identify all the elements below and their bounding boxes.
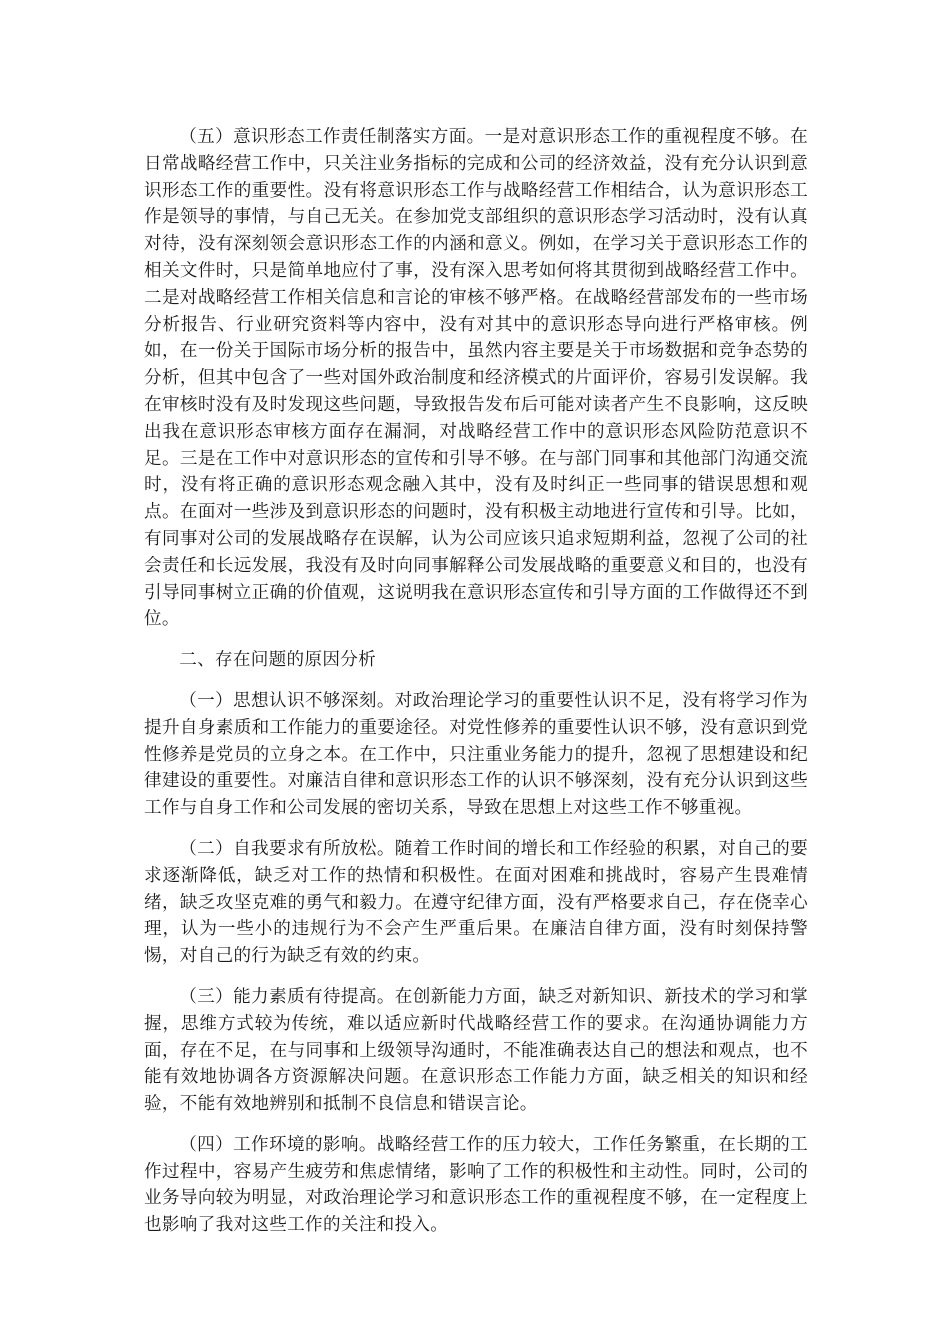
paragraph-ideology-responsibility: （五）意识形态工作责任制落实方面。一是对意识形态工作的重视程度不够。在日常战略经营工作中，只关注业务指标的完成和公司的经济效益，没有充分认识到意识形态工作的重要性。没有将意识形态工作与战略经营工作相结合，认为意识形态工作是领导的事情，与自己无关。在参加党支部组织的意识形态学习活动时，没有认真对待，没有深刻领会意识形态工作的内涵和意义。例如，在学习关于意识形态工作的相关文件时，只是简单地应付了事，没有深入思考如何将其贯彻到战略经营工作中。二是对战略经营工作相关信息和言论的审核不够严格。在战略经营部发布的一些市场分析报告、行业研究资料等内容中，没有对其中的意识形态导向进行严格审核。例如，在一份关于国际市场分析的报告中，虽然内容主要是关于市场数据和竞争态势的分析，但其中包含了一些对国外政治制度和经济模式的片面评价，容易引发误解。我在审核时没有及时发现这些问题，导致报告发布后可能对读者产生不良影响，这反映出我在意识形态审核方面存在漏洞，对战略经营工作中的意识形态风险防范意识不足。三是在工作中对意识形态的宣传和引导不够。在与部门同事和其他部门沟通交流时，没有将正确的意识形态观念融入其中，没有及时纠正一些同事的错误思想和观点。在面对一些涉及到意识形态的问题时，没有积极主动地进行宣传和引导。比如，有同事对公司的发展战略存在误解，认为公司应该只追求短期利益，忽视了公司的社会责任和长远发展，我没有及时向同事解释公司发展战略的重要意义和目的，也没有引导同事树立正确的价值观，这说明我在意识形态宣传和引导方面的工作做得还不到位。 (144, 127, 808, 630)
document-body (144, 124, 808, 1253)
paragraph-self-requirement: （二）自我要求有所放松。随着工作时间的增长和工作经验的积累，对自己的要求逐渐降低，缺乏对工作的热情和积极性。在面对困难和挑战时，容易产生畏难情绪，缺乏攻坚克难的勇气和毅力。在遵守纪律方面，没有严格要求自己，存在侥幸心理，认为一些小的违规行为不会产生严重后果。在廉洁自律方面，没有时刻保持警惕，对自己的行为缺乏有效的约束。 (144, 838, 808, 967)
section-heading-cause-analysis: 二、存在问题的原因分析 (179, 650, 377, 671)
paragraph-ideological-understanding: （一）思想认识不够深刻。对政治理论学习的重要性认识不足，没有将学习作为提升自身素质和工作能力的重要途径。对党性修养的重要性认识不够，没有意识到党性修养是党员的立身之本。在工作中，只注重业务能力的提升，忽视了思想建设和纪律建设的重要性。对廉洁自律和意识形态工作的认识不够深刻，没有充分认识到这些工作与自身工作和公司发展的密切关系，导致在思想上对这些工作不够重视。 (144, 690, 808, 819)
paragraph-work-environment: （四）工作环境的影响。战略经营工作的压力较大，工作任务繁重，在长期的工作过程中，容易产生疲劳和焦虑情绪，影响了工作的积极性和主动性。同时，公司的业务导向较为明显，对政治理论学习和意识形态工作的重视程度不够，在一定程度上也影响了我对这些工作的关注和投入。 (144, 1134, 808, 1236)
paragraph-capability: （三）能力素质有待提高。在创新能力方面，缺乏对新知识、新技术的学习和掌握，思维方式较为传统，难以适应新时代战略经营工作的要求。在沟通协调能力方面，存在不足，在与同事和上级领导沟通时，不能准确表达自己的想法和观点，也不能有效地协调各方资源解决问题。在意识形态工作能力方面，缺乏相关的知识和经验，不能有效地辨别和抵制不良信息和错误言论。 (144, 986, 808, 1115)
